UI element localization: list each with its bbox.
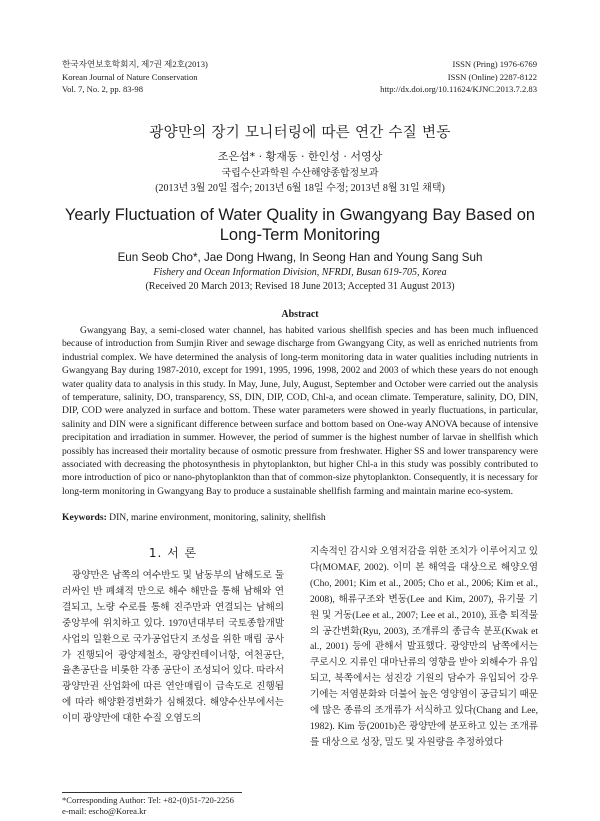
keywords-list: DIN, marine environment, monitoring, salinity, shellfish	[109, 512, 326, 523]
authors-kr: 조은섭* · 황재동 · 한인성 · 서영상	[217, 150, 383, 163]
abstract-body: Gwangyang Bay, a semi-closed water channel, has habited various shellfish species and has been much influenced because of introduction from Sumjin River and sewage discharge from Gwangyang City, as well as enriched nutrients from industrial complex. We have determined the analysis of long-term monitoring data in water qualities including nutrients in Gwangyang Bay during 1987-2010, except for 1991, 1995, 1996, 1998, 2002 and 2003 of which these years do not enough water quality data to analysis in this study. In May, June, July, August, September and October were carried out the analysis of temperature, salinity, DO, transparency, SS, DIN, DIP, COD, Chl-a, and ocean climate. Temperature, salinity, DO, DIN, DIP, COD were analyzed in surface and bottom. These water parameters were showed in yearly fluctuations, in particular, salinity and DIN were a significant difference between surface and bottom based on One-way ANOVA because of intensive precipitation and irradiation in summer. However, the period of summer is the highest number of larvae in shellfish which possibly has increased their mortality because of osmotic pressure from freshwater. Higher SS and lower transparency were associated with decreasing the photosynthesis in phytoplankton, but higher Chl-a in this study was possibly contributed to more introduction of pico or nano-phytoplankton than that of common-size phytoplankton. Consequently, it is necessary for long-term monitoring in Gwangyang Bay to produce a sustainable shellfish farming and maintain marine eco-system.	[62, 325, 538, 497]
corresponding-author: *Corresponding Author: Tel: +82-(0)51-720-2256	[62, 795, 234, 805]
paper-title-kr: 광양만의 장기 모니터링에 따른 연간 수질 변동	[149, 125, 451, 141]
section-heading-introduction: 1. 서 론	[148, 546, 198, 560]
affiliation-kr: 국립수산과학원 수산해양종합정보과	[221, 168, 379, 179]
dates-kr: (2013년 3월 20일 접수; 2013년 6월 18일 수정; 2013년 8월 31일 채택)	[155, 183, 445, 194]
authors-en: Eun Seob Cho*, Jae Dong Hwang, In Seong Han and Young Sang Suh	[117, 251, 483, 264]
dates-en: (Received 20 March 2013; Revised 18 June 2013; Accepted 31 August 2013)	[145, 281, 455, 292]
doi-link[interactable]: http://dx.doi.org/10.11624/KJNC.2013.7.2.83	[380, 84, 537, 94]
body-right-column: 지속적인 감시와 오염저감을 위한 조치가 이루어지고 있다(MOMAF, 2002). 이미 본 해역을 대상으로 해양오염(Cho, 2001; Kim et al., 2005; Cho et al., 2006; Kim et al., 2008), 해류구조와 변동(Lee and Kim, 2007), 유기물 기원 및 거동(Lee et al., 2007; Lee et al., 2010), 표층 퇴적물의 공간변화(Ryu, 2003), 조개류의 종급속 분포(Kwak et al., 2001) 등에 관해서 발표했다. 광양만의 남쪽에서는 쿠로시오 지류인 대마난류의 영향을 받아 외해수가 유입되고, 북쪽에서는 섬진강 기원의 담수가 유입되어 강우기에는 저염분화와 더불어 높은 영양염이 공급되기 때문에 많은 종류의 조개류가 서식하고 있다(Chang and Lee, 1982). Kim 등(2001b)은 광양만에 분포하고 있는 조개류를 대상으로 성장, 밀도 및 자원량을 추정하였다	[310, 546, 538, 748]
keywords-label: Keywords:	[62, 512, 107, 523]
issn-header	[380, 58, 537, 96]
volume-info: Vol. 7, No. 2, pp. 83-98	[62, 84, 144, 94]
issn-online: ISSN (Online) 2287-8122	[447, 71, 537, 82]
body-left-column: 광양만은 남쪽의 여수반도 및 남동부의 남해도로 둘러싸인 반 폐쇄적 만으로 해수 해만을 통해 남해와 연결되고, 노량 수로를 통해 진주만과 연결되는 남해의 중앙부에 위치하고 있다. 1970년대부터 국토종합개발사업의 일환으로 국가공업단지 조성을 위한 매립 공사가 진행되어 광양제철소, 광양컨테이너항, 여천공단, 율촌공단을 비롯한 각종 공단이 조성되어 있다. 따라서 광양만권 산업화에 따른 연안매립이 급속도로 진행됨에 따라 해양환경변화가 심해졌다. 해양수산부에서는 이미 광양만에 대한 수질 오염도의	[62, 570, 284, 725]
abstract-heading: Abstract	[281, 309, 319, 320]
paper-title-en: Yearly Fluctuation of Water Quality in Gwangyang Bay Based on Long-Term Monitoring	[64, 206, 536, 244]
issn-print: ISSN (Pring) 1976-6769	[452, 59, 537, 69]
author-email: e-mail: escho@Korea.kr	[62, 806, 147, 816]
journal-header	[62, 58, 208, 96]
journal-name-kr: 한국자연보호학회지, 제7권 제2호(2013)	[62, 59, 208, 69]
affiliation-en: Fishery and Ocean Information Division, NFRDI, Busan 619-705, Korea	[153, 267, 447, 278]
journal-name-en: Korean Journal of Nature Conservation	[62, 71, 198, 82]
keywords	[62, 512, 538, 523]
footnote-divider	[62, 792, 242, 793]
footnote	[62, 795, 234, 817]
